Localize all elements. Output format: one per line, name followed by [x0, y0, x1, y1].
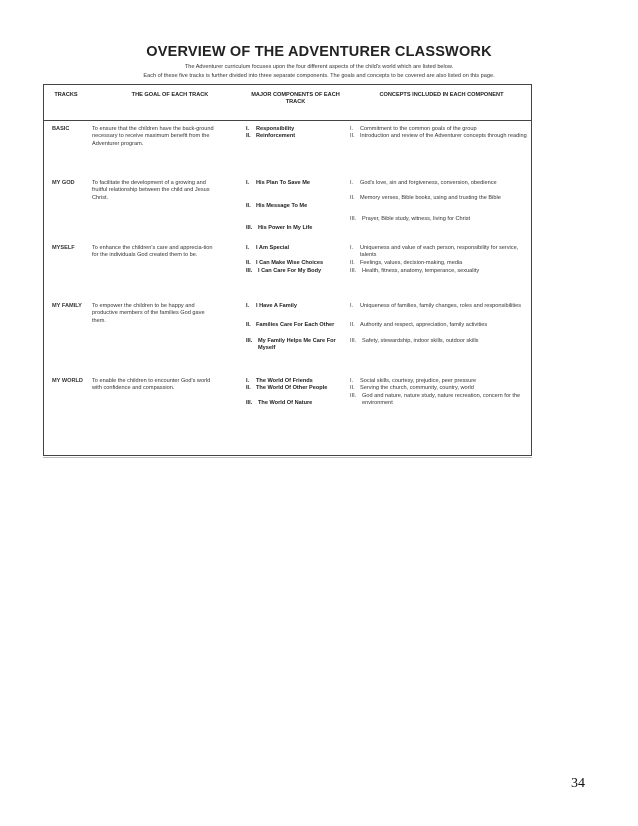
- concept-number: I.: [350, 378, 354, 384]
- concept-item: [350, 322, 530, 329]
- component-text: I Can Make Wise Choices: [256, 260, 324, 266]
- document-title: OVERVIEW OF THE ADVENTURER CLASSWORK: [146, 44, 492, 60]
- intro-line-1: The Adventurer curriculum focuses upon the four different aspects of the child's world which are listed below.: [184, 64, 454, 70]
- component-number: II.: [246, 385, 251, 391]
- concept-number: I.: [350, 126, 354, 132]
- concept-text: God and nature, nature study, nature recreation, concern for the environment: [362, 393, 521, 407]
- concept-text: Feelings, values, decision-making, media: [360, 260, 463, 266]
- component-text: His Power In My Life: [258, 225, 313, 231]
- component-item: [246, 268, 350, 275]
- component-number: I.: [246, 303, 250, 309]
- header-tracks: TRACKS: [54, 92, 78, 98]
- component-item: [246, 133, 350, 140]
- track-goal: To enable the children to encounter God's world with confidence and compassion.: [92, 378, 211, 392]
- track-goal: To ensure that the children have the back-ground necessary to receive maximum benefit from the Adventurer program.: [92, 126, 214, 147]
- track-name: MY WORLD: [52, 378, 83, 384]
- concept-number: III.: [350, 338, 357, 344]
- concept-number: III.: [350, 216, 357, 222]
- concept-item: [350, 268, 530, 275]
- concept-item: [350, 195, 530, 202]
- component-item: [246, 303, 350, 310]
- concept-number: I.: [350, 245, 354, 251]
- component-number: I.: [246, 378, 250, 384]
- concept-text: Introduction and review of the Adventurer concepts through reading: [360, 133, 527, 139]
- concept-text: Safety, stewardship, indoor skills, outdoor skills: [362, 338, 479, 344]
- component-item: [246, 400, 350, 407]
- component-item: [246, 203, 350, 210]
- concept-text: Commitment to the common goals of the group: [360, 126, 477, 132]
- component-number: I.: [246, 126, 250, 132]
- concept-number: III.: [350, 393, 357, 399]
- component-item: [246, 322, 350, 329]
- concept-text: Memory verses, Bible books, using and trusting the Bible: [360, 195, 501, 201]
- component-item: [246, 338, 350, 353]
- component-number: III.: [246, 225, 253, 231]
- track-name: MY GOD: [52, 180, 75, 186]
- component-item: [246, 245, 350, 252]
- track-name: MY FAMILY: [52, 303, 82, 309]
- overview-table: [43, 84, 532, 456]
- header-divider: [44, 120, 531, 121]
- component-item: [246, 385, 350, 392]
- concept-item: [350, 245, 530, 260]
- component-number: III.: [246, 400, 253, 406]
- concept-item: [350, 260, 530, 267]
- component-text: I Have A Family: [256, 303, 297, 309]
- component-text: I Am Special: [256, 245, 290, 251]
- component-number: II.: [246, 260, 251, 266]
- concept-item: [350, 385, 530, 392]
- concept-number: II.: [350, 195, 355, 201]
- concept-text: Uniqueness of families, family changes, roles and responsibilities: [360, 303, 522, 309]
- component-text: The World Of Other People: [256, 385, 328, 391]
- component-text: Families Care For Each Other: [256, 322, 335, 328]
- concept-item: [350, 338, 530, 345]
- header-concepts: CONCEPTS INCLUDED IN EACH COMPONENT: [379, 92, 504, 98]
- component-item: [246, 225, 350, 232]
- page-number: 34: [571, 776, 585, 791]
- concept-number: I.: [350, 303, 354, 309]
- component-text: The World Of Friends: [256, 378, 313, 384]
- component-text: I Can Care For My Body: [258, 268, 322, 274]
- concept-number: III.: [350, 268, 357, 274]
- track-goal: To facilitate the development of a growing and fruitful relationship between the child and Jesus Christ.: [92, 180, 210, 201]
- track-name: MYSELF: [52, 245, 75, 251]
- table-bottom-shadow: [43, 457, 532, 458]
- component-number: II.: [246, 203, 251, 209]
- component-number: I.: [246, 245, 250, 251]
- concept-text: Serving the church, community, country, world: [360, 385, 474, 391]
- track-name: BASIC: [52, 126, 70, 132]
- concept-text: Uniqueness and value of each person, responsibility for service, talents: [360, 245, 519, 259]
- concept-text: Social skills, courtesy, prejudice, peer pressure: [360, 378, 477, 384]
- concept-number: II.: [350, 260, 355, 266]
- component-item: [246, 260, 350, 267]
- concept-item: [350, 216, 530, 223]
- component-item: [246, 180, 350, 187]
- component-text: Reinforcement: [256, 133, 296, 139]
- component-number: II.: [246, 133, 251, 139]
- component-number: II.: [246, 322, 251, 328]
- concept-item: [350, 133, 530, 140]
- concept-text: Authority and respect, appreciation, family activities: [360, 322, 488, 328]
- header-major-components: MAJOR COMPONENTS OF EACH TRACK: [251, 92, 340, 105]
- concept-number: I.: [350, 180, 354, 186]
- concept-text: Prayer, Bible study, witness, living for Christ: [362, 216, 471, 222]
- component-text: The World Of Nature: [258, 400, 313, 406]
- component-text: His Plan To Save Me: [256, 180, 310, 186]
- concept-number: II.: [350, 322, 355, 328]
- component-text: Responsibility: [256, 126, 295, 132]
- track-goal: To empower the children to be happy and productive members of the families God gave them.: [92, 303, 205, 324]
- concept-text: God's love, sin and forgiveness, conversion, obedience: [360, 180, 497, 186]
- component-text: My Family Helps Me Care For Myself: [258, 338, 336, 352]
- concept-item: [350, 393, 530, 408]
- component-text: His Message To Me: [256, 203, 308, 209]
- intro-line-2: Each of these five tracks is further divided into three separate components. The goals and concepts to be covered are also listed on this page.: [143, 73, 495, 79]
- concept-number: II.: [350, 133, 355, 139]
- component-number: III.: [246, 268, 253, 274]
- concept-text: Health, fitness, anatomy, temperance, sexuality: [362, 268, 480, 274]
- component-number: III.: [246, 338, 253, 344]
- track-goal: To enhance the children's care and apprecia-tion for the individuals God created them to be.: [92, 245, 213, 259]
- header-goal: THE GOAL OF EACH TRACK: [131, 92, 209, 98]
- component-number: I.: [246, 180, 250, 186]
- concept-number: II.: [350, 385, 355, 391]
- concept-item: [350, 180, 530, 187]
- concept-item: [350, 303, 530, 310]
